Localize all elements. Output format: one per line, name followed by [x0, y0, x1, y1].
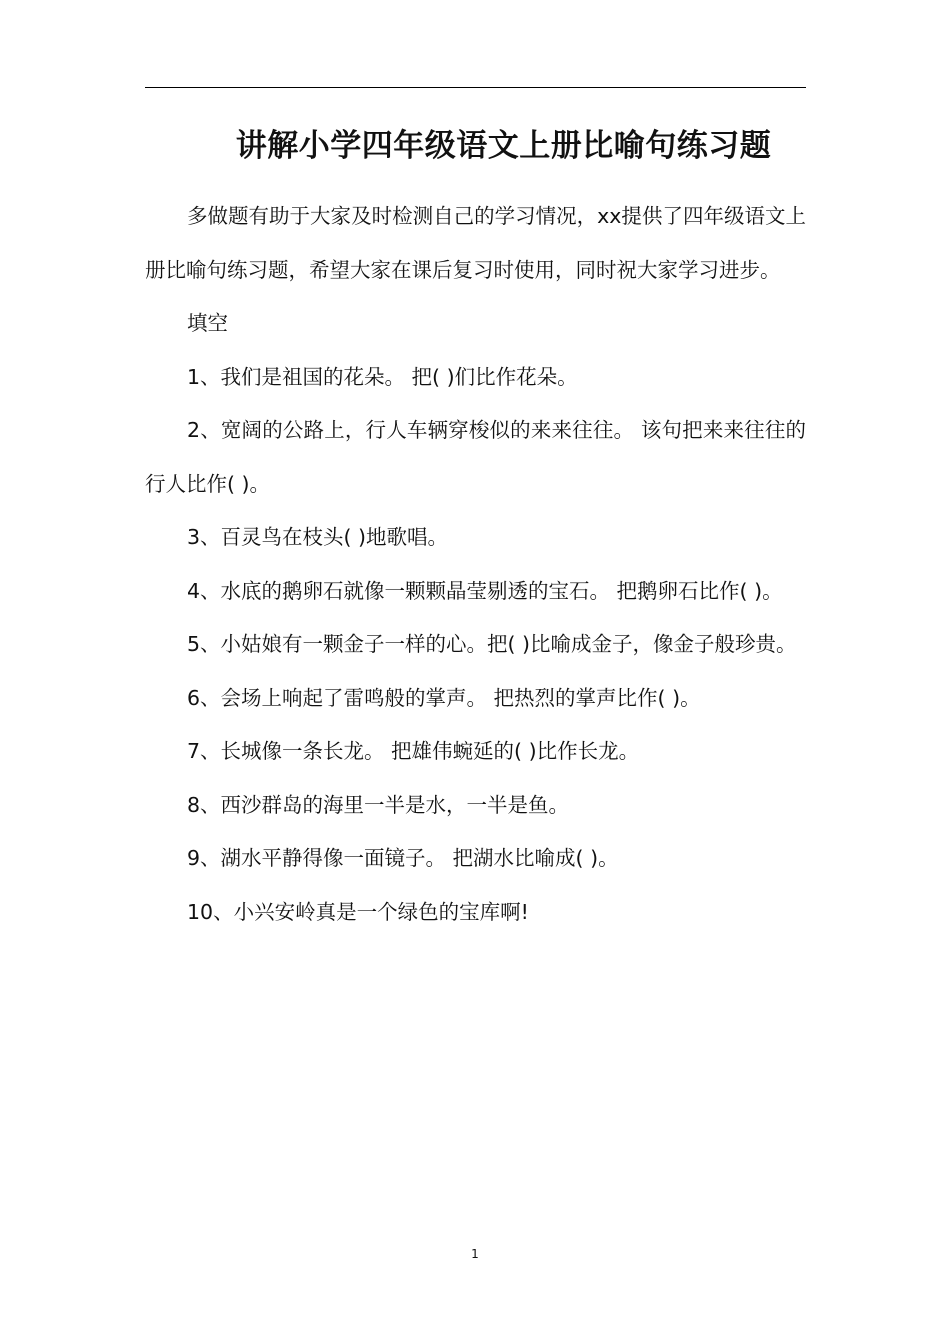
- question-item: 10、小兴安岭真是一个绿色的宝库啊!: [187, 899, 529, 924]
- page-number: 1: [471, 1247, 479, 1261]
- question-item: 8、西沙群岛的海里一半是水，一半是鱼。: [187, 792, 570, 817]
- question-item: 2、宽阔的公路上，行人车辆穿梭似的来来往往。 该句把来来往往的行人比作( )。: [145, 418, 806, 496]
- question-item: 5、小姑娘有一颗金子一样的心。把( )比喻成金子，像金子般珍贵。: [187, 632, 797, 656]
- question-item: 6、会场上响起了雷鸣般的掌声。 把热烈的掌声比作( )。: [187, 685, 701, 710]
- question-item: 9、湖水平静得像一面镜子。 把湖水比喻成( )。: [187, 846, 619, 870]
- document-body: [145, 190, 806, 939]
- question-item: 4、水底的鹅卵石就像一颗颗晶莹剔透的宝石。 把鹅卵石比作( )。: [187, 578, 783, 603]
- question-item: 7、长城像一条长龙。 把雄伟蜿延的( )比作长龙。: [187, 739, 640, 763]
- question-item: 1、我们是祖国的花朵。 把( )们比作花朵。: [187, 364, 578, 389]
- header-rule: [145, 87, 806, 88]
- intro-paragraph: 多做题有助于大家及时检测自己的学习情况，xx提供了四年级语文上册比喻句练习题，希望大家在课后复习时使用，同时祝大家学习进步。: [145, 204, 806, 282]
- document-title: 讲解小学四年级语文上册比喻句练习题: [235, 128, 772, 164]
- question-item: 3、百灵鸟在枝头( )地歌唱。: [187, 525, 449, 549]
- section-heading: 填空: [187, 311, 228, 335]
